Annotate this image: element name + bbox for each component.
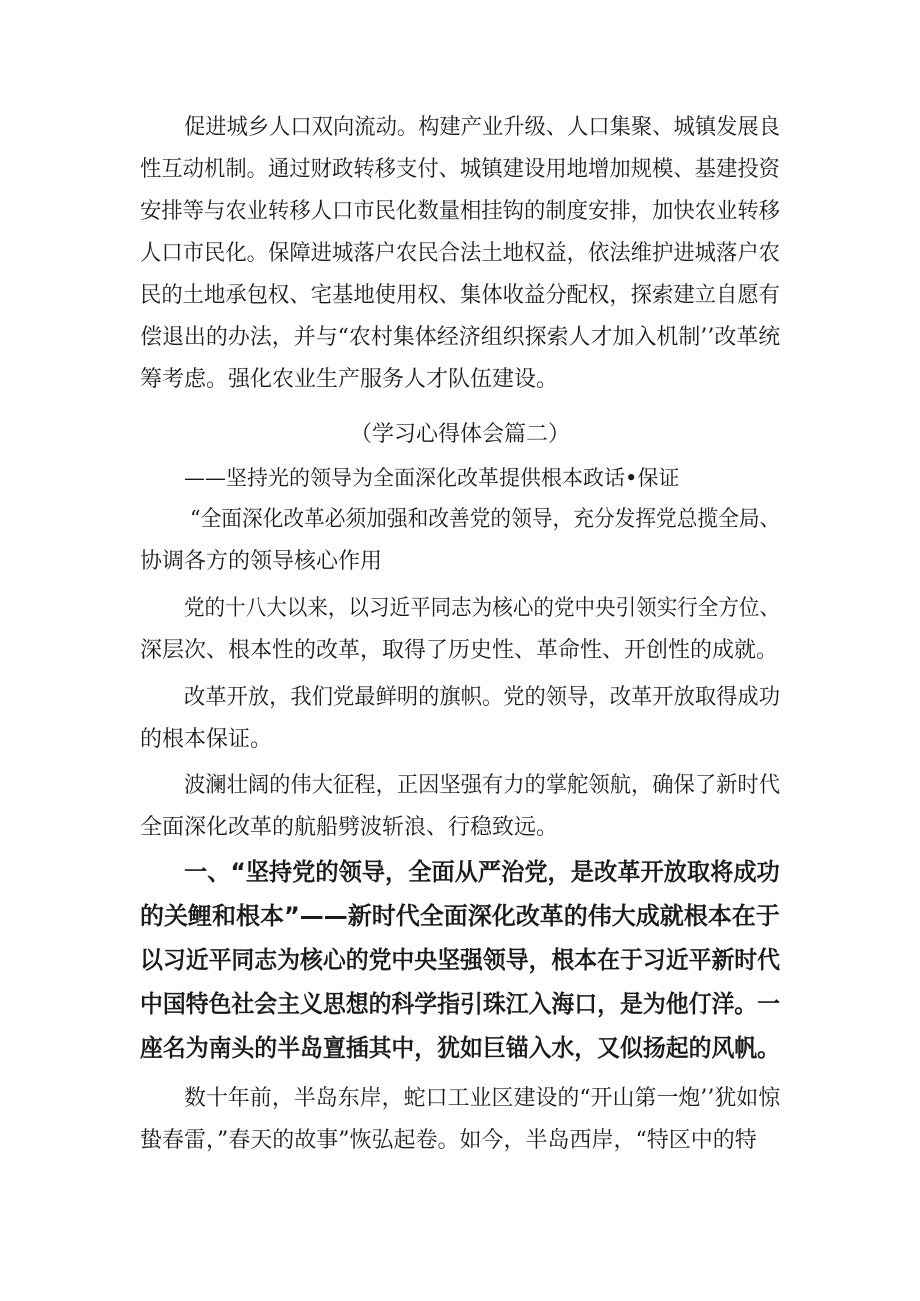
text-line: 党的十八大以来，以习近平同志为核心的党中央引领实行全方位、 <box>184 596 781 621</box>
heading-line: 的关鲤和根本”——新时代全面深化改革的伟大成就根本在于 <box>140 902 780 930</box>
heading-line: 中国特色社会主义思想的科学指引珠江入海口，是为他仃洋。一 <box>140 990 781 1018</box>
text-line: 筹考虑。强化农业生产服务人才队伍建设。 <box>140 367 559 392</box>
heading-line: 以习近平同志为核心的党中央坚强领导，根本在于习近平新时代 <box>140 946 781 974</box>
quote-line: “全面深化改革必须加强和改善党的领导，充分发挥党总揽全局、 <box>190 507 781 532</box>
text-line: 蛰春雷，”春天的故事”恢弘起卷。如今，半岛西岸，“特区中的特 <box>140 1128 757 1153</box>
text-line: 人口市民化。保障进城落户农民合法土地权益，依法维护进城落户农 <box>140 241 781 266</box>
subtitle: ——坚持光的领导为全面深化改革提供根本政话•保证 <box>184 466 680 490</box>
text-line: 改革开放，我们党最鲜明的旗帜。党的领导，改革开放取得成功 <box>184 685 780 710</box>
text-line: 全面深化改革的航船劈波斩浪、行稳致远。 <box>140 815 559 840</box>
text-line: 促进城乡人口双向流动。构建产业升级、人口集聚、城镇发展良 <box>184 115 780 140</box>
text-line: 民的土地承包权、宅基地使用权、集体收益分配权，探索建立自愿有 <box>140 283 781 308</box>
text-line: 性互动机制。通过财政转移支付、城镇建设用地增加规模、基建投资 <box>140 157 781 182</box>
section-title: （学习心得体会篇二） <box>349 422 570 447</box>
text-line: 数十年前，半岛东岸，蛇口工业区建设的“开山第一炮’’犹如惊 <box>184 1086 781 1111</box>
text-line: 深层次、根本性的改革，取得了历史性、革命性、开创性的成就。 <box>140 638 779 663</box>
text-line: 波澜壮阔的伟大征程，正因坚强有力的掌舵领航，确保了新时代 <box>184 773 780 798</box>
quote-line: 协调各方的领导核心作用 <box>140 549 383 574</box>
text-line: 的根本保证。 <box>140 727 273 752</box>
heading-line: 座名为南头的半岛亶插其中，犹如巨锚入水，又似扬起的风帆。 <box>140 1034 781 1062</box>
text-line: 偿退出的办法，并与“农村集体经济组织探索人才加入机制’’改革统 <box>140 325 781 350</box>
heading-line: 一、“坚持党的领导，全面从严治党，是改革开放取将成功 <box>184 858 780 886</box>
text-line: 安排等与农业转移人口市民化数量相挂钩的制度安排，加快农业转移 <box>140 199 781 224</box>
